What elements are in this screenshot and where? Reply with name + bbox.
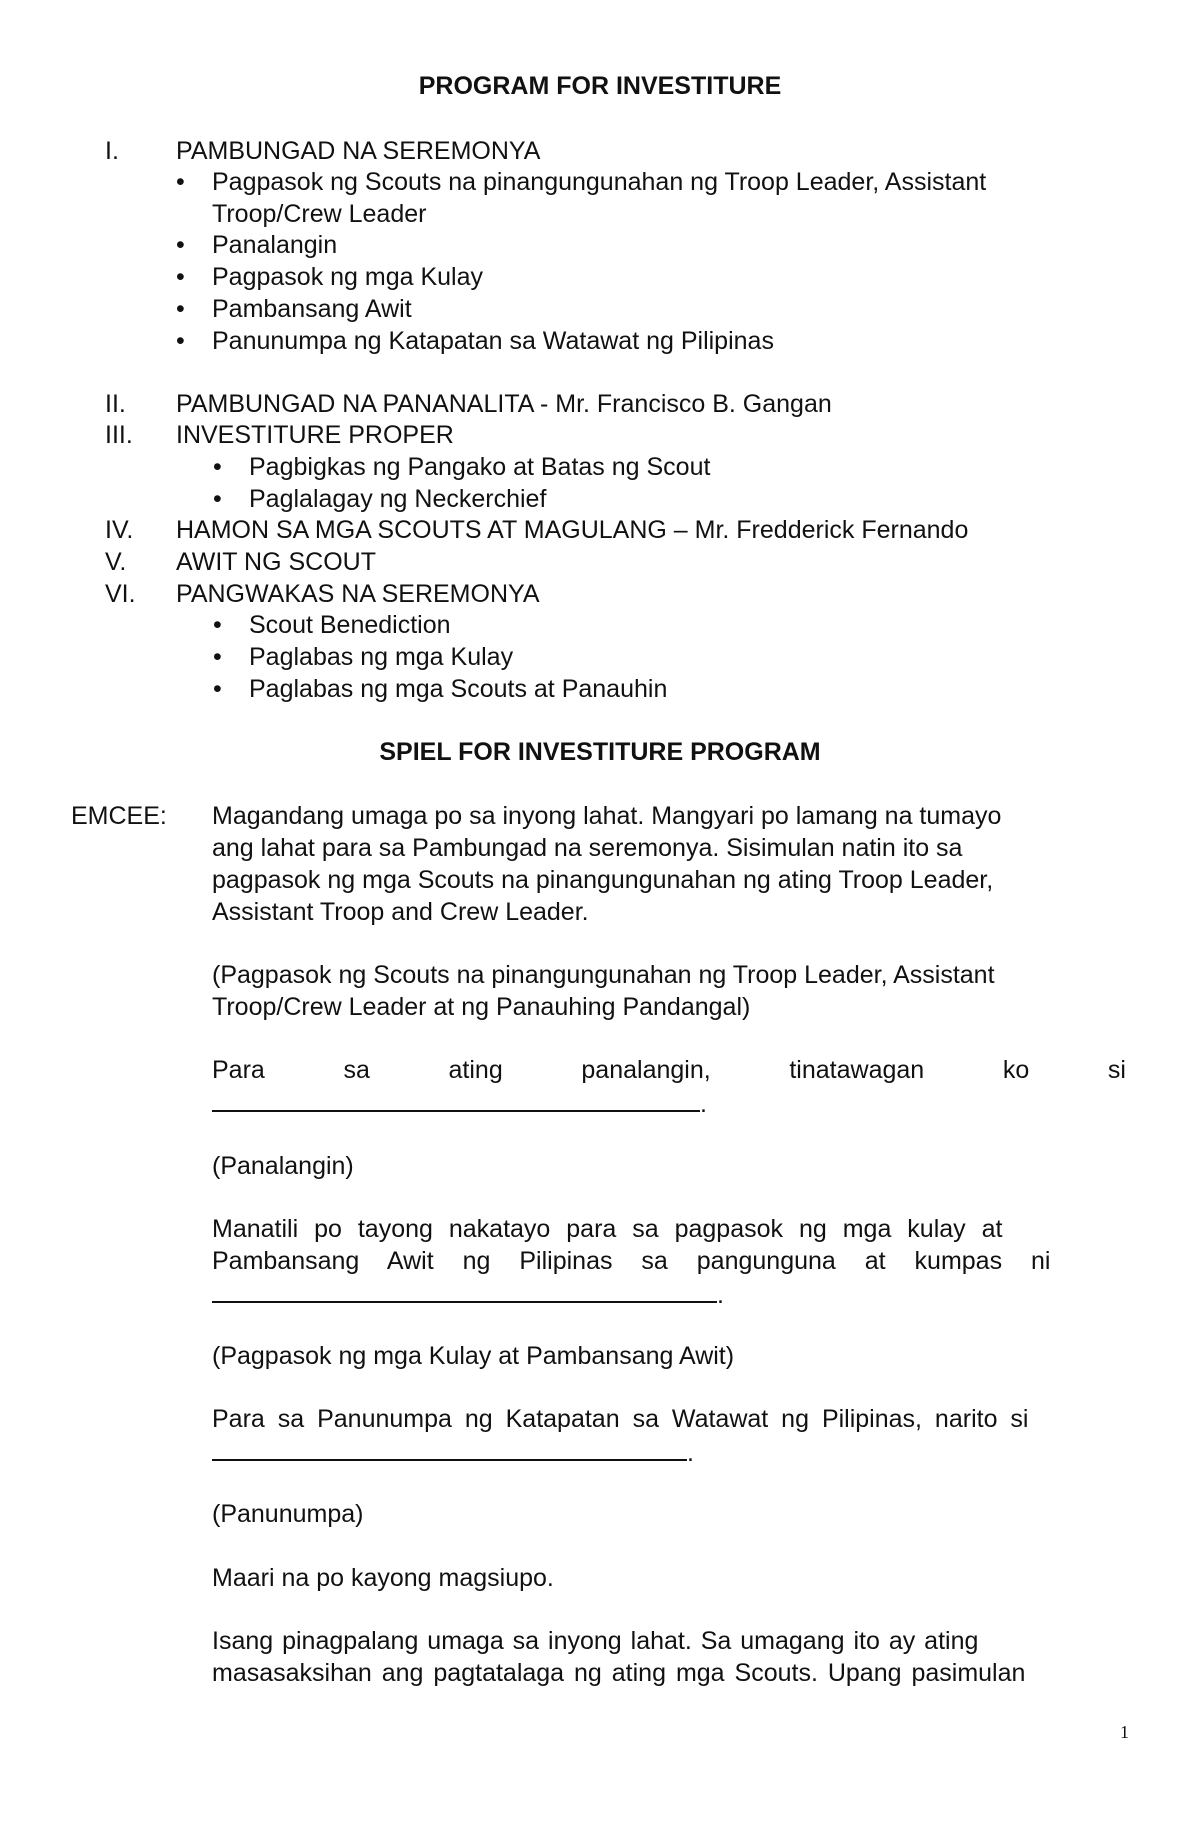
section-number: VI. [105, 580, 136, 608]
section-title: PAMBUNGAD NA SEREMONYA [176, 137, 541, 165]
text-line: . [212, 1086, 1126, 1120]
spiel-paragraph [212, 959, 1126, 1023]
spiel-paragraph [212, 800, 1126, 928]
text-line: Manatili po tayong nakatayo para sa pagpasok ng mga kulay at [212, 1215, 1003, 1243]
text-line: pagpasok ng mga Scouts na pinangungunahan ng ating Troop Leader, [212, 866, 994, 894]
section-title: PANGWAKAS NA SEREMONYA [176, 580, 540, 608]
section-title: PAMBUNGAD NA PANANALITA - Mr. Francisco B. Gangan [176, 390, 832, 418]
spiel-title: SPIEL FOR INVESTITURE PROGRAM [379, 738, 821, 766]
text-line: Isang pinagpalang umaga sa inyong lahat. Sa umagang ito ay ating [212, 1627, 979, 1655]
name-blank [212, 1435, 687, 1461]
section-number: I. [105, 137, 119, 165]
section-number: IV. [105, 516, 134, 544]
bullet-icon: • [213, 611, 222, 639]
page-number: 1 [1120, 1722, 1129, 1742]
bullet-icon: • [176, 231, 185, 259]
spiel-paragraph [212, 1403, 1126, 1469]
bullet-icon: • [176, 295, 185, 323]
name-blank [212, 1086, 700, 1112]
section-number: III. [105, 421, 133, 449]
bullet-icon: • [213, 485, 222, 513]
text-line: Para sa ating panalangin, tinatawagan ko si [212, 1056, 1126, 1084]
name-blank [212, 1277, 717, 1303]
spiel-paragraph: (Pagpasok ng mga Kulay at Pambansang Awit) [212, 1342, 735, 1370]
text-line: Troop/Crew Leader at ng Panauhing Pandangal) [212, 993, 751, 1021]
spiel-paragraph [212, 1054, 1126, 1120]
section-number: II. [105, 390, 126, 418]
spiel-paragraph [212, 1625, 1126, 1689]
speaker-label: EMCEE: [71, 802, 167, 830]
bullet-icon: • [213, 675, 222, 703]
bullet-icon: • [176, 327, 185, 355]
text-line: Magandang umaga po sa inyong lahat. Mangyari po lamang na tumayo [212, 802, 1002, 830]
spiel-paragraph: (Panalangin) [212, 1152, 354, 1180]
section-title: HAMON SA MGA SCOUTS AT MAGULANG – Mr. Fredderick Fernando [176, 516, 969, 544]
spiel-paragraph: Maari na po kayong magsiupo. [212, 1564, 554, 1592]
text-line: Para sa Panunumpa ng Katapatan sa Watawat ng Pilipinas, narito si [212, 1405, 1029, 1433]
text-line: ang lahat para sa Pambungad na seremonya. Sisimulan natin ito sa [212, 834, 963, 862]
bullet-icon: • [213, 453, 222, 481]
program-title: PROGRAM FOR INVESTITURE [418, 72, 782, 100]
section-title: INVESTITURE PROPER [176, 421, 454, 449]
text-line: . [212, 1435, 1126, 1469]
bullet-icon: • [176, 168, 185, 196]
section-number: V. [105, 548, 127, 576]
text-line: masasaksihan ang pagtatalaga ng ating mga Scouts. Upang pasimulan [212, 1659, 1026, 1687]
text-line: . [212, 1277, 1126, 1311]
bullet-icon: • [213, 643, 222, 671]
spiel-paragraph [212, 1213, 1126, 1311]
document-page: PROGRAM FOR INVESTITURE I. PAMBUNGAD NA SEREMONYA • Pagpasok ng Scouts na pinangungunahan ng Troop Leader, Assistant Troop/Crew Leader • Panalangin • Pagpasok ng mga Kulay • Pambansang Awit • Panunumpa ng Katapatan sa Watawat ng Pilipinas II. PAMBUNGAD NA PANANALITA - Mr. Francisco B. Gangan III. INVESTITURE PROPER • Pagbigkas ng Pangako at Batas ng Scout • Paglalagay ng Neckerchief IV. HAMON SA MGA SCOUTS AT MAGULANG – Mr. Fredderick Fernando V. AWIT NG SCOUT VI. PANGWAKAS NA SEREMONYA • Scout Benediction • Paglabas ng mga Kulay • Paglabas ng mga Scouts at Panauhin SPIEL FOR INVESTITURE PROGRAM EMCEE: Magandang umaga po sa inyong lahat. Mangyari po lamang na tumayo ang lahat para sa Pambungad na seremonya. Sisimulan natin ito sa pagpasok ng mga Scouts na pinangungunahan ng ating Troop Leader, Assistant Troop and Crew Leader. (Pagpasok ng Scouts na pinangungunahan ng Troop Leader, Assistant Troop/Crew Leader at ng Panauhing Pandangal) Para sa ating panalangin, tinatawagan ko si . (Panalangin) Manatili po tayong nakatayo para sa pagpasok ng mga kulay at Pambansang Awit ng Pilipinas sa pangunguna at kumpas ni . (Pagpasok ng mga Kulay at Pambansang Awit) Para sa Panunumpa ng Katapatan sa Watawat ng Pilipinas, narito si . (Panunumpa) Maari na po kayong magsiupo. Isang pinagpalang umaga sa inyong lahat. Sa umagang ito ay ating masasaksihan ang pagtatalaga ng ating mga Scouts. Upang pasimulan 1 [0, 0, 1200, 1835]
text-line: Assistant Troop and Crew Leader. [212, 898, 589, 926]
text-line: Pambansang Awit ng Pilipinas sa pangunguna at kumpas ni [212, 1247, 1051, 1275]
text-line: (Pagpasok ng Scouts na pinangungunahan ng Troop Leader, Assistant [212, 961, 995, 989]
spiel-paragraph: (Panunumpa) [212, 1500, 364, 1528]
bullet-icon: • [176, 263, 185, 291]
section-title: AWIT NG SCOUT [176, 548, 376, 576]
